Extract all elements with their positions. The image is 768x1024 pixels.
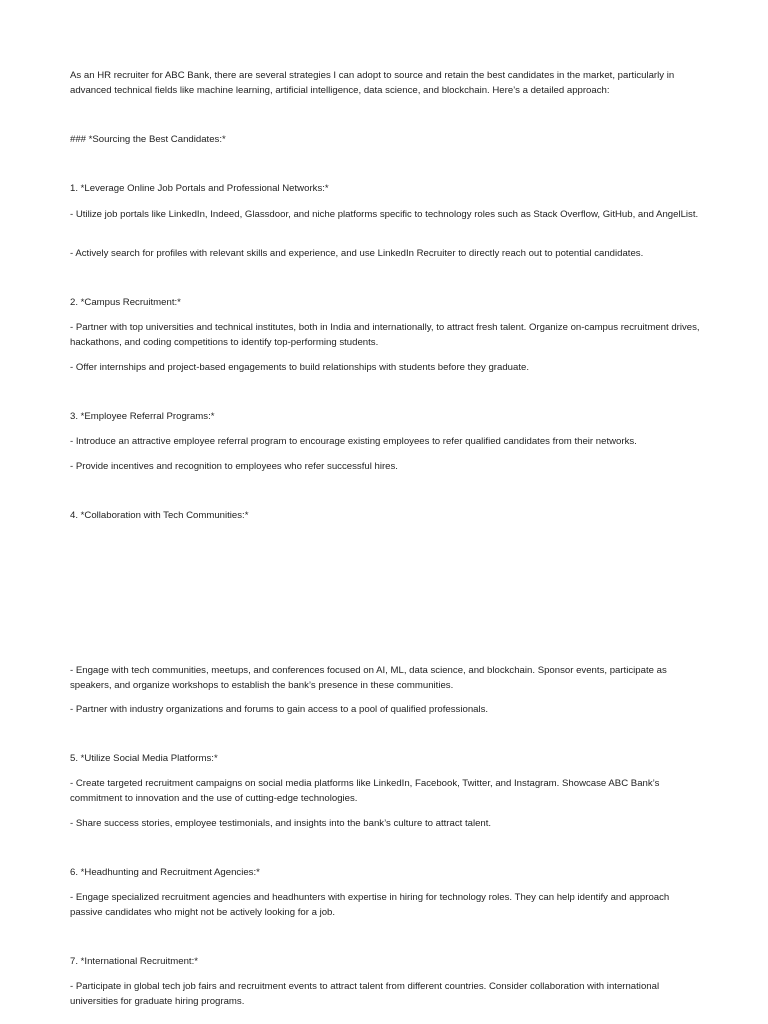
intro-paragraph: As an HR recruiter for ABC Bank, there are several strategies I can adopt to source and retain the best candidates in the market, particularly in advanced technical fields like machine learning, artificial intelligence, data science, and blockchain. Here’s a detailed approach: <box>70 70 675 97</box>
item-heading: 2. *Campus Recruitment:* <box>70 297 181 308</box>
bullet-text: - Create targeted recruitment campaigns on social media platforms like LinkedIn, Facebook, Twitter, and Instagram. Showcase ABC Bank’s commitment to innovation and the use of cutting-edge technologies. <box>70 778 660 805</box>
bullet-text: - Actively search for profiles with relevant skills and experience, and use LinkedIn Recruiter to directly reach out to potential candidates. <box>70 248 644 259</box>
bullet-text: - Utilize job portals like LinkedIn, Indeed, Glassdoor, and niche platforms specific to technology roles such as Stack Overflow, GitHub, and AngelList. <box>70 209 699 220</box>
item-heading: 1. *Leverage Online Job Portals and Professional Networks:* <box>70 183 329 194</box>
item-heading: 7. *International Recruitment:* <box>70 956 198 967</box>
bullet-text: - Engage with tech communities, meetups, and conferences focused on AI, ML, data science, and blockchain. Sponsor events, participate as speakers, and organize workshops to establish the bank’s presence in these communities. <box>70 665 667 692</box>
bullet-text: - Partner with top universities and technical institutes, both in India and internationally, to attract fresh talent. Organize on-campus recruitment drives, hackathons, and coding competitions to identify top-performing students. <box>70 322 700 349</box>
item-heading: 5. *Utilize Social Media Platforms:* <box>70 753 218 764</box>
bullet-text: - Participate in global tech job fairs and recruitment events to attract talent from different countries. Consider collaboration with international universities for graduate hiring programs. <box>70 981 660 1008</box>
bullet-text: - Provide incentives and recognition to employees who refer successful hires. <box>70 461 398 472</box>
item-heading: 4. *Collaboration with Tech Communities:* <box>70 510 249 521</box>
bullet-text: - Engage specialized recruitment agencies and headhunters with expertise in hiring for technology roles. They can help identify and approach passive candidates who might not be actively looking for a job. <box>70 892 670 919</box>
item-heading: 3. *Employee Referral Programs:* <box>70 411 215 422</box>
bullet-text: - Offer internships and project-based engagements to build relationships with students before they graduate. <box>70 362 530 373</box>
bullet-text: - Introduce an attractive employee referral program to encourage existing employees to refer qualified candidates from their networks. <box>70 436 637 447</box>
item-heading: 6. *Headhunting and Recruitment Agencies:* <box>70 867 260 878</box>
bullet-text: - Share success stories, employee testimonials, and insights into the bank’s culture to attract talent. <box>70 818 492 829</box>
section-heading: ### *Sourcing the Best Candidates:* <box>70 134 226 145</box>
bullet-text: - Partner with industry organizations and forums to gain access to a pool of qualified professionals. <box>70 704 489 715</box>
